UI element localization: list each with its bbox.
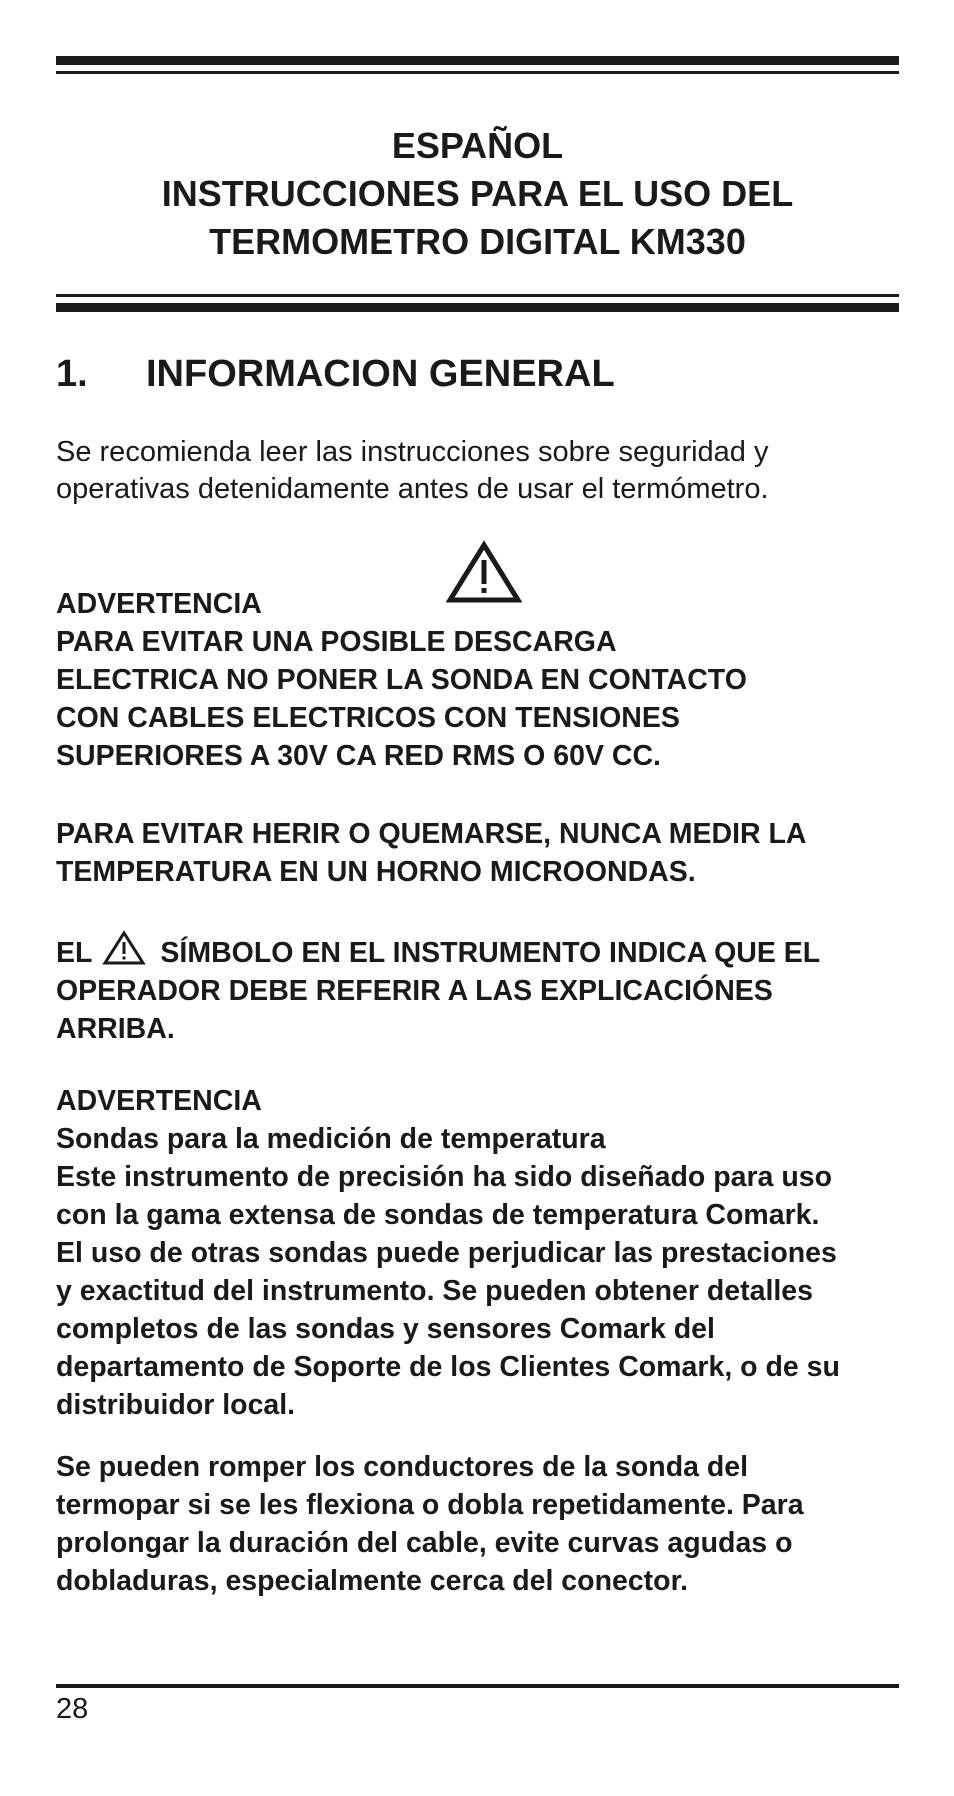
warning-line: distribuidor local. [56,1389,296,1421]
title-line-2: INSTRUCCIONES PARA EL USO DEL [161,173,794,214]
title-line-3: TERMOMETRO DIGITAL KM330 [209,221,746,262]
warning-label: ADVERTENCIA [56,1085,262,1117]
title-language: ESPAÑOL [391,125,564,166]
manual-page [56,0,899,1796]
symbol-line-1 [56,930,899,972]
note-line: Se pueden romper los conductores de la sonda del [56,1451,749,1483]
warning-line: SUPERIORES A 30V CA RED RMS O 60V CC. [56,740,661,772]
electric-shock-warning [56,585,899,775]
intro-paragraph [56,434,899,508]
top-double-rule [56,56,899,74]
title-bottom-double-rule [56,294,899,312]
probe-warning [56,1082,899,1424]
page-number: 28 [56,1693,89,1725]
symbol-line: ARRIBA. [56,1013,175,1045]
section-heading [56,350,615,398]
section-title: INFORMACION GENERAL [146,353,615,395]
warning-line: con la gama extensa de sondas de temperatura Comark. [56,1199,820,1231]
footer-rule [56,1684,899,1688]
microwave-warning [56,815,899,891]
warning-line: PARA EVITAR HERIR O QUEMARSE, NUNCA MEDIR LA [56,818,807,850]
symbol-prefix: EL [56,937,93,969]
warning-line: Este instrumento de precisión ha sido diseñado para uso [56,1161,832,1193]
symbol-line-text: SÍMBOLO EN EL INSTRUMENTO INDICA QUE EL [160,937,821,969]
warning-line: TEMPERATURA EN UN HORNO MICROONDAS. [56,856,696,888]
cable-care-note [56,1448,899,1600]
intro-line: operativas detenidamente antes de usar el termómetro. [56,473,769,505]
note-line: dobladuras, especialmente cerca del conector. [56,1565,689,1597]
warning-line: ELECTRICA NO PONER LA SONDA EN CONTACTO [56,664,747,696]
warning-line: y exactitud del instrumento. Se pueden obtener detalles [56,1275,814,1307]
note-line: prolongar la duración del cable, evite curvas agudas o [56,1527,793,1559]
section-number: 1. [56,353,88,395]
warning-label: ADVERTENCIA [56,588,262,620]
warning-triangle-icon [102,930,146,966]
warning-line: CON CABLES ELECTRICOS CON TENSIONES [56,702,680,734]
warning-line: departamento de Soporte de los Clientes Comark, o de su [56,1351,840,1383]
symbol-explanation [56,930,899,1048]
warning-line: completos de las sondas y sensores Comark del [56,1313,715,1345]
symbol-line: OPERADOR DEBE REFERIR A LAS EXPLICACIÓNES [56,975,773,1007]
warning-line: El uso de otras sondas puede perjudicar las prestaciones [56,1237,837,1269]
warning-subtitle: Sondas para la medición de temperatura [56,1123,606,1155]
page-title [56,122,899,266]
warning-line: PARA EVITAR UNA POSIBLE DESCARGA [56,626,617,658]
intro-line: Se recomienda leer las instrucciones sobre seguridad y [56,436,769,468]
note-line: termopar si se les flexiona o dobla repetidamente. Para [56,1489,804,1521]
